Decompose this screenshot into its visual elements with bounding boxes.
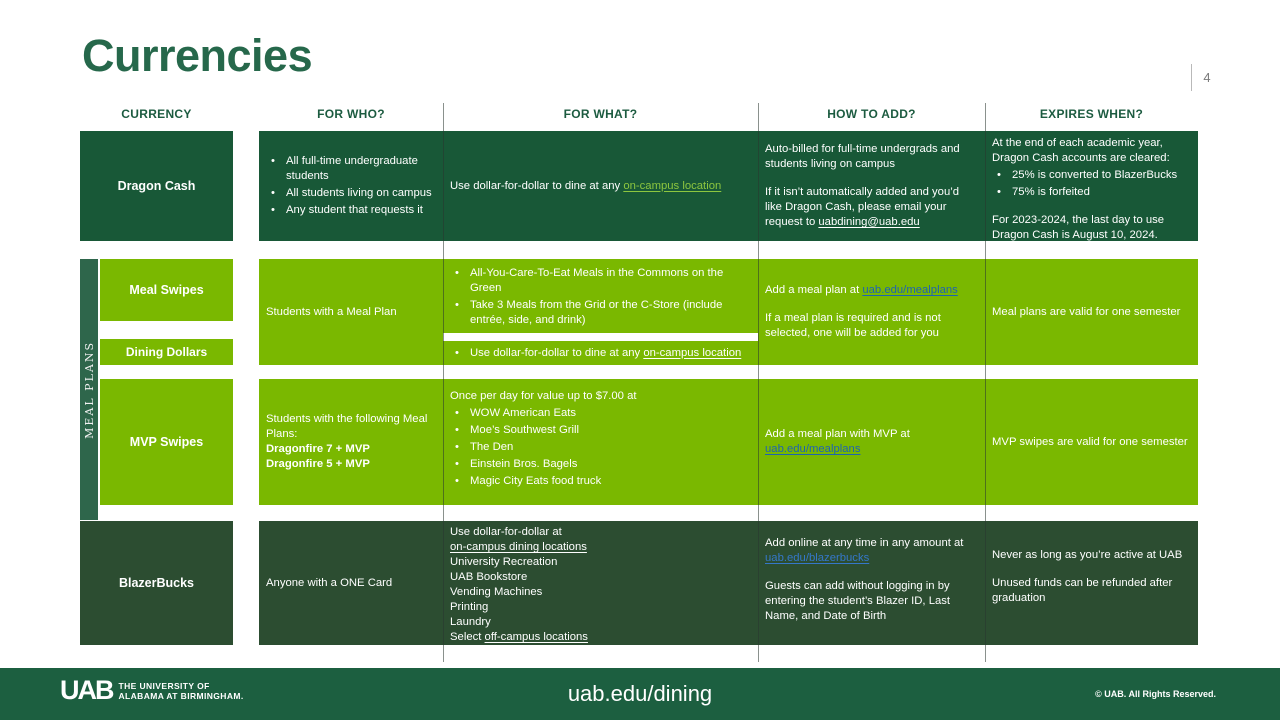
text-line <box>266 457 435 472</box>
link[interactable]: off-campus locations <box>484 631 588 643</box>
text-line: • Use dollar-for-dollar to dine at any on-campus location <box>450 346 750 361</box>
uab-monogram: UAB <box>60 675 113 705</box>
column-header-for-what: FOR WHAT? <box>563 107 638 121</box>
meal-plans-for-who-cell <box>259 259 443 365</box>
blazerbucks-for-who-cell <box>259 521 443 645</box>
text-line: • The Den <box>450 440 750 455</box>
text-line: Meal plans are valid for one semester <box>992 305 1181 318</box>
text-line: UAB Bookstore <box>450 571 528 583</box>
text-line: • All-You-Care-To-Eat Meals in the Commons on the Green <box>450 266 750 296</box>
text-line: Laundry <box>450 616 491 628</box>
link[interactable]: on-campus location <box>623 179 722 192</box>
text-line: Never as long as you’re active at UAB <box>992 549 1183 561</box>
page-number: 4 <box>1203 70 1211 85</box>
text-line: Guests can add without logging in by entering the student’s Blazer ID, Last Name, and Date of Birth <box>765 580 951 622</box>
blazerbucks-for-what-cell <box>443 521 758 645</box>
text-line: • WOW American Eats <box>450 406 750 421</box>
text-line: • 75% is forfeited <box>992 185 1190 200</box>
row-label-dragon-cash: Dragon Cash <box>80 131 233 241</box>
text-line: • Any student that requests it <box>266 203 435 218</box>
uab-logo-line2: ALABAMA AT BIRMINGHAM. <box>118 690 244 701</box>
text-line: • Einstein Bros. Bagels <box>450 457 750 472</box>
blazerbucks-how-to-add-cell <box>758 521 985 645</box>
mvp-swipes-expires-cell <box>985 379 1198 505</box>
uab-logo-line1: THE UNIVERSITY OF <box>118 680 210 691</box>
bold-text: Dragonfire 5 + MVP <box>266 458 370 470</box>
dining-dollars-for-what-cell <box>443 341 758 365</box>
bold-text: Dragonfire 7 + MVP <box>266 443 370 455</box>
text-line: Anyone with a ONE Card <box>266 576 393 589</box>
column-divider-1 <box>443 103 444 662</box>
footer-bar <box>0 668 1280 720</box>
link[interactable]: on-campus dining locations <box>450 541 587 553</box>
mvp-swipes-for-what-cell <box>443 379 758 505</box>
meal-plans-sidebar-label: MEAL PLANS <box>82 340 96 439</box>
text-line: Use dollar-for-dollar at <box>450 526 562 538</box>
link[interactable]: uab.edu/blazerbucks <box>765 552 870 564</box>
blazerbucks-expires-cell <box>985 521 1198 645</box>
text-line: • Moe’s Southwest Grill <box>450 423 750 438</box>
text-line: • All full-time undergraduate students <box>266 154 435 184</box>
row-label-mvp-swipes: MVP Swipes <box>100 379 233 505</box>
text-line: If a meal plan is required and is not selected, one will be added for you <box>765 312 941 339</box>
page-number-divider <box>1191 64 1192 91</box>
column-header-currency: CURRENCY <box>121 107 192 121</box>
text-line: Use dollar-for-dollar to dine at any on-campus location <box>450 179 722 192</box>
footer-url: uab.edu/dining <box>567 681 713 706</box>
mvp-swipes-for-who-cell <box>259 379 443 505</box>
text-line: Unused funds can be refunded after graduation <box>992 577 1173 604</box>
link[interactable]: uab.edu/mealplans <box>862 284 958 296</box>
dragon-cash-how-to-add-cell <box>758 131 985 241</box>
text-line: • All students living on campus <box>266 186 435 201</box>
row-label-meal-swipes: Meal Swipes <box>100 259 233 321</box>
column-divider-3 <box>985 103 986 662</box>
text-line: Auto-billed for full-time undergrads and students living on campus <box>765 143 960 170</box>
text-line: Printing <box>450 601 489 613</box>
meal-plans-sidebar <box>80 259 98 520</box>
text-line: Students with a Meal Plan <box>266 305 397 318</box>
text-line: At the end of each academic year, Dragon Cash accounts are cleared: <box>992 137 1170 164</box>
text-line: Once per day for value up to $7.00 at <box>450 390 637 402</box>
dragon-cash-for-what-cell <box>443 131 758 241</box>
text-line: • 25% is converted to BlazerBucks <box>992 168 1190 183</box>
column-divider-2 <box>758 103 759 662</box>
link[interactable]: on-campus location <box>643 346 742 359</box>
meal-swipes-for-what-cell <box>443 259 758 333</box>
mvp-swipes-how-to-add-cell <box>758 379 985 505</box>
footer-copyright: © UAB. All Rights Reserved. <box>1095 689 1216 699</box>
meal-plans-how-to-add-cell <box>758 259 985 365</box>
text-line: For 2023-2024, the last day to use Dragon Cash is August 10, 2024. <box>992 214 1165 241</box>
text-line: MVP swipes are valid for one semester <box>992 435 1188 448</box>
text-line: Select off-campus locations <box>450 631 588 643</box>
dragon-cash-for-who-cell <box>259 131 443 241</box>
page-title: Currencies <box>82 30 313 81</box>
text-line: If it isn’t automatically added and you’d like Dragon Cash, please email your request to uabdining@uab.edu <box>765 186 960 228</box>
meal-plans-expires-cell <box>985 259 1198 365</box>
text-line: Add online at any time in any amount at uab.edu/blazerbucks <box>765 537 964 564</box>
text-line <box>266 442 435 457</box>
text-line: Add a meal plan with MVP at uab.edu/mealplans <box>765 428 910 455</box>
text-line <box>450 540 750 555</box>
column-header-how-to-add: HOW TO ADD? <box>827 107 916 121</box>
row-label-blazerbucks: BlazerBucks <box>80 521 233 645</box>
text-line: Vending Machines <box>450 586 543 598</box>
text-line: • Magic City Eats food truck <box>450 474 750 489</box>
text-line: Add a meal plan at uab.edu/mealplans <box>765 284 958 296</box>
column-header-expires-when: EXPIRES WHEN? <box>1039 107 1144 121</box>
text-line: University Recreation <box>450 556 558 568</box>
dragon-cash-expires-cell <box>985 131 1198 241</box>
link[interactable]: uab.edu/mealplans <box>765 443 861 455</box>
column-header-for-who: FOR WHO? <box>317 107 385 121</box>
link[interactable]: uabdining@uab.edu <box>818 216 920 228</box>
row-label-dining-dollars: Dining Dollars <box>100 339 233 365</box>
text-line: Students with the following Meal Plans: <box>266 413 428 440</box>
text-line: • Take 3 Meals from the Grid or the C-Store (include entrée, side, and drink) <box>450 298 750 328</box>
